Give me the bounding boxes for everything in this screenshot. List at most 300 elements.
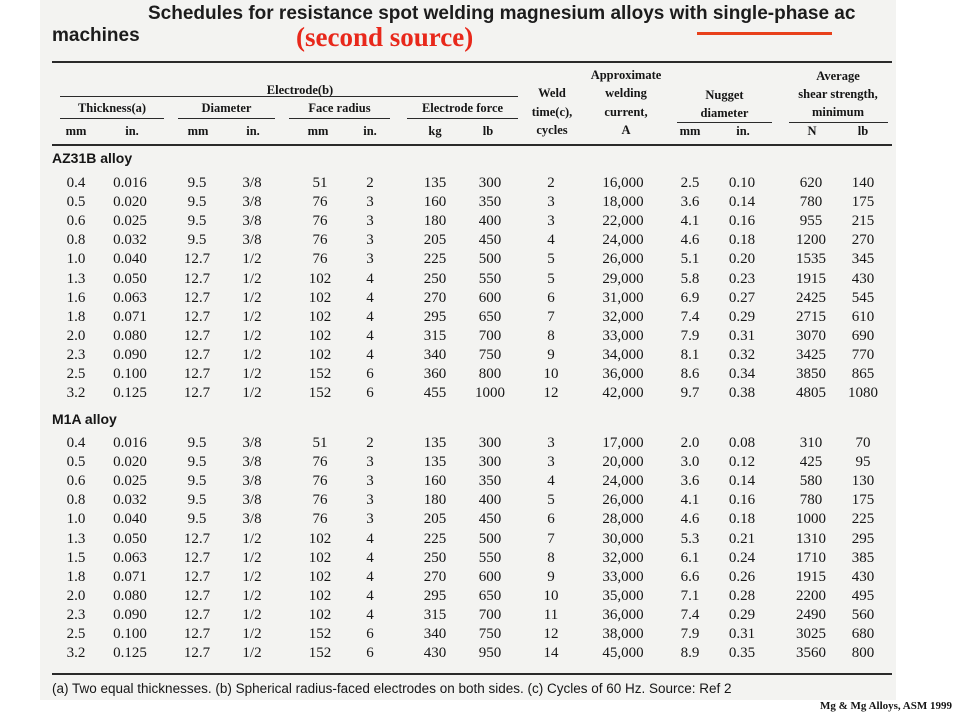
cell-shear-lb: 690 <box>851 327 875 344</box>
cell-diameter-in: 1/2 <box>242 549 262 566</box>
table-row <box>0 212 960 231</box>
unit-face-radius-mm: mm <box>307 124 329 138</box>
cell-diameter-mm: 12.7 <box>183 366 211 382</box>
cell-thickness-in: 0.016 <box>113 435 147 451</box>
cell-face-radius-in: 4 <box>366 327 374 344</box>
footnote: (a) Two equal thicknesses. (b) Spherical radius-faced electrodes on both sides. (c) Cycles of 60 Hz. Source: Ref 2 <box>52 681 732 696</box>
table-row <box>0 346 960 365</box>
cell-face-radius-in: 4 <box>366 270 374 287</box>
header-nugget-2: diameter <box>700 106 749 120</box>
header-shear-2: shear strength, <box>798 87 878 101</box>
cell-diameter-mm: 12.7 <box>183 327 211 344</box>
cell-weld-time: 3 <box>547 213 555 230</box>
cell-diameter-mm: 9.5 <box>187 435 207 451</box>
cell-nugget-in: 0.20 <box>728 251 756 268</box>
cell-face-radius-in: 4 <box>366 606 374 623</box>
cell-nugget-in: 0.29 <box>728 308 756 325</box>
cell-force-lb: 600 <box>478 568 502 585</box>
cell-shear-n: 1915 <box>796 568 826 585</box>
header-thickness: Thickness(a) <box>77 101 147 115</box>
header-weld-time-1: Weld <box>538 86 566 100</box>
cell-weld-time: 12 <box>543 626 559 642</box>
cell-face-radius-mm: 76 <box>312 473 328 490</box>
cell-force-lb: 500 <box>478 530 502 547</box>
cell-current: 42,000 <box>602 385 644 402</box>
cell-diameter-mm: 12.7 <box>183 549 211 566</box>
cell-force-kg: 295 <box>423 308 447 325</box>
cell-diameter-in: 1/2 <box>242 530 262 547</box>
table-row <box>0 250 960 269</box>
cell-force-kg: 205 <box>423 511 447 528</box>
cell-force-lb: 400 <box>478 492 502 509</box>
header-shear-1: Average <box>816 69 860 83</box>
cell-face-radius-mm: 76 <box>312 251 328 268</box>
cell-diameter-mm: 12.7 <box>183 270 211 287</box>
cell-weld-time: 4 <box>547 232 555 249</box>
cell-thickness-mm: 1.6 <box>66 289 86 306</box>
cell-thickness-mm: 1.0 <box>66 511 86 528</box>
cell-diameter-mm: 12.7 <box>183 385 211 402</box>
cell-face-radius-in: 2 <box>366 175 374 191</box>
cell-thickness-mm: 1.8 <box>66 308 86 325</box>
cell-shear-lb: 140 <box>851 175 875 191</box>
cell-nugget-in: 0.28 <box>728 587 756 604</box>
page-title-line1: Schedules for resistance spot welding magnesium alloys with single-phase ac <box>148 3 856 24</box>
cell-nugget-mm: 7.9 <box>680 327 700 344</box>
cell-nugget-in: 0.24 <box>728 549 756 566</box>
cell-face-radius-mm: 102 <box>308 308 332 325</box>
cell-weld-time: 7 <box>547 308 555 325</box>
header-diameter: Diameter <box>201 101 252 115</box>
cell-face-radius-mm: 152 <box>308 366 332 382</box>
cell-nugget-in: 0.14 <box>728 473 756 490</box>
cell-face-radius-in: 4 <box>366 549 374 566</box>
cell-weld-time: 7 <box>547 530 555 547</box>
cell-nugget-mm: 2.0 <box>680 435 700 451</box>
header-current-4: A <box>621 123 631 137</box>
cell-weld-time: 2 <box>547 175 555 191</box>
cell-thickness-in: 0.050 <box>113 530 147 547</box>
unit-force-lb: lb <box>482 124 494 138</box>
cell-force-lb: 550 <box>478 270 502 287</box>
header-electrode-force: Electrode force <box>421 101 504 115</box>
cell-shear-n: 780 <box>799 194 823 211</box>
cell-shear-lb: 495 <box>851 587 875 604</box>
cell-nugget-in: 0.16 <box>728 213 756 230</box>
cell-face-radius-in: 4 <box>366 289 374 306</box>
thickness-rule <box>60 118 164 119</box>
unit-thickness-in: in. <box>125 124 139 138</box>
cell-shear-n: 1000 <box>796 511 826 528</box>
cell-shear-n: 310 <box>799 435 823 451</box>
cell-current: 32,000 <box>602 308 644 325</box>
cell-force-kg: 180 <box>423 492 447 509</box>
cell-current: 26,000 <box>602 492 644 509</box>
cell-force-kg: 250 <box>423 270 447 287</box>
cell-diameter-mm: 12.7 <box>183 289 211 306</box>
cell-shear-n: 780 <box>799 492 823 509</box>
shear-rule <box>789 122 888 123</box>
cell-shear-n: 580 <box>799 473 823 490</box>
cell-diameter-mm: 12.7 <box>183 251 211 268</box>
cell-nugget-mm: 7.1 <box>680 587 700 604</box>
cell-current: 18,000 <box>602 194 644 211</box>
unit-shear-lb: lb <box>857 124 869 138</box>
cell-shear-lb: 560 <box>851 606 875 623</box>
unit-face-radius-in: in. <box>363 124 377 138</box>
section-title-az31b: AZ31B alloy <box>52 150 133 166</box>
cell-thickness-mm: 0.5 <box>66 454 86 471</box>
cell-face-radius-mm: 102 <box>308 530 332 547</box>
cell-thickness-mm: 1.0 <box>66 251 86 268</box>
cell-diameter-in: 3/8 <box>242 454 262 471</box>
cell-force-kg: 340 <box>423 346 447 363</box>
cell-current: 34,000 <box>602 346 644 363</box>
cell-force-lb: 950 <box>478 645 502 662</box>
cell-force-kg: 455 <box>423 385 447 402</box>
cell-nugget-in: 0.12 <box>728 454 756 471</box>
cell-nugget-in: 0.27 <box>728 289 756 306</box>
cell-current: 36,000 <box>602 606 644 623</box>
table-row <box>0 174 960 193</box>
cell-shear-n: 3560 <box>796 645 826 662</box>
header-weld-time-3: cycles <box>536 123 568 137</box>
cell-force-lb: 350 <box>478 194 502 211</box>
cell-shear-lb: 345 <box>851 251 875 268</box>
cell-diameter-mm: 12.7 <box>183 626 211 642</box>
table-row <box>0 510 960 529</box>
cell-thickness-in: 0.020 <box>113 454 147 471</box>
cell-nugget-mm: 8.9 <box>680 645 700 662</box>
cell-current: 17,000 <box>602 435 644 451</box>
cell-weld-time: 9 <box>547 346 555 363</box>
diameter-rule <box>178 118 275 119</box>
cell-diameter-in: 1/2 <box>242 251 262 268</box>
cell-nugget-mm: 3.0 <box>680 454 700 471</box>
cell-face-radius-in: 4 <box>366 587 374 604</box>
cell-face-radius-mm: 76 <box>312 194 328 211</box>
cell-force-kg: 270 <box>423 568 447 585</box>
cell-face-radius-mm: 76 <box>312 492 328 509</box>
cell-weld-time: 11 <box>543 606 559 623</box>
cell-force-lb: 450 <box>478 232 502 249</box>
cell-force-kg: 180 <box>423 213 447 230</box>
cell-thickness-mm: 0.6 <box>66 213 86 230</box>
cell-nugget-in: 0.16 <box>728 492 756 509</box>
table-row <box>0 644 960 663</box>
cell-thickness-in: 0.125 <box>113 645 147 662</box>
cell-thickness-mm: 3.2 <box>66 645 86 662</box>
table-row <box>0 472 960 491</box>
cell-diameter-mm: 9.5 <box>187 454 207 471</box>
cell-thickness-in: 0.071 <box>113 308 147 325</box>
cell-nugget-in: 0.38 <box>728 385 756 402</box>
cell-nugget-mm: 8.6 <box>680 366 700 382</box>
cell-diameter-in: 1/2 <box>242 587 262 604</box>
cell-thickness-in: 0.080 <box>113 327 147 344</box>
top-rule <box>52 61 892 63</box>
cell-current: 35,000 <box>602 587 644 604</box>
cell-diameter-in: 1/2 <box>242 606 262 623</box>
cell-thickness-mm: 2.5 <box>66 366 86 382</box>
cell-thickness-mm: 0.8 <box>66 232 86 249</box>
cell-thickness-mm: 0.6 <box>66 473 86 490</box>
cell-current: 31,000 <box>602 289 644 306</box>
cell-face-radius-mm: 102 <box>308 606 332 623</box>
cell-nugget-in: 0.21 <box>728 530 756 547</box>
table-row <box>0 270 960 289</box>
cell-shear-lb: 430 <box>851 568 875 585</box>
cell-current: 16,000 <box>602 175 644 191</box>
cell-force-kg: 135 <box>423 175 447 191</box>
cell-force-kg: 270 <box>423 289 447 306</box>
cell-face-radius-in: 6 <box>366 626 374 642</box>
cell-face-radius-mm: 102 <box>308 587 332 604</box>
cell-thickness-in: 0.125 <box>113 385 147 402</box>
cell-diameter-mm: 12.7 <box>183 587 211 604</box>
bottom-rule <box>52 673 892 675</box>
cell-current: 38,000 <box>602 626 644 642</box>
cell-force-lb: 600 <box>478 289 502 306</box>
cell-nugget-mm: 7.4 <box>680 308 700 325</box>
cell-nugget-in: 0.26 <box>728 568 756 585</box>
cell-diameter-in: 1/2 <box>242 385 262 402</box>
cell-face-radius-in: 4 <box>366 346 374 363</box>
cell-force-lb: 300 <box>478 454 502 471</box>
cell-diameter-in: 1/2 <box>242 645 262 662</box>
cell-force-kg: 430 <box>423 645 447 662</box>
cell-nugget-in: 0.35 <box>728 645 756 662</box>
cell-diameter-in: 1/2 <box>242 346 262 363</box>
cell-shear-n: 1200 <box>796 232 826 249</box>
cell-thickness-in: 0.025 <box>113 213 147 230</box>
cell-thickness-in: 0.063 <box>113 549 147 566</box>
cell-thickness-mm: 0.4 <box>66 175 86 191</box>
accent-underline <box>697 32 832 35</box>
cell-nugget-in: 0.10 <box>728 175 756 191</box>
cell-weld-time: 10 <box>543 366 559 382</box>
unit-diameter-mm: mm <box>187 124 209 138</box>
cell-thickness-in: 0.025 <box>113 473 147 490</box>
force-rule <box>407 118 518 119</box>
cell-face-radius-mm: 102 <box>308 568 332 585</box>
cell-shear-lb: 865 <box>851 366 875 382</box>
cell-diameter-mm: 9.5 <box>187 194 207 211</box>
table-row <box>0 491 960 510</box>
cell-face-radius-in: 6 <box>366 645 374 662</box>
cell-current: 32,000 <box>602 549 644 566</box>
cell-force-kg: 205 <box>423 232 447 249</box>
cell-current: 26,000 <box>602 251 644 268</box>
cell-shear-lb: 70 <box>855 435 871 451</box>
table-row <box>0 530 960 549</box>
cell-force-lb: 300 <box>478 175 502 191</box>
cell-nugget-mm: 8.1 <box>680 346 700 363</box>
table-row <box>0 606 960 625</box>
cell-diameter-mm: 12.7 <box>183 530 211 547</box>
cell-diameter-in: 1/2 <box>242 568 262 585</box>
cell-shear-lb: 175 <box>851 492 875 509</box>
cell-thickness-mm: 2.3 <box>66 606 86 623</box>
cell-nugget-in: 0.34 <box>728 366 756 382</box>
cell-weld-time: 14 <box>543 645 559 662</box>
cell-face-radius-mm: 102 <box>308 346 332 363</box>
cell-thickness-in: 0.090 <box>113 606 147 623</box>
table-row <box>0 384 960 403</box>
cell-face-radius-in: 4 <box>366 308 374 325</box>
cell-nugget-mm: 4.6 <box>680 232 700 249</box>
cell-thickness-in: 0.100 <box>113 366 147 382</box>
cell-face-radius-mm: 152 <box>308 626 332 642</box>
cell-face-radius-mm: 51 <box>312 175 328 191</box>
cell-force-kg: 315 <box>423 606 447 623</box>
cell-current: 30,000 <box>602 530 644 547</box>
cell-diameter-mm: 12.7 <box>183 606 211 623</box>
cell-force-kg: 315 <box>423 327 447 344</box>
cell-shear-lb: 800 <box>851 645 875 662</box>
cell-thickness-mm: 1.3 <box>66 270 86 287</box>
unit-nugget-mm: mm <box>679 124 701 138</box>
cell-thickness-in: 0.032 <box>113 492 147 509</box>
cell-current: 36,000 <box>602 366 644 382</box>
cell-force-kg: 225 <box>423 251 447 268</box>
cell-thickness-mm: 3.2 <box>66 385 86 402</box>
cell-thickness-in: 0.071 <box>113 568 147 585</box>
header-current-1: Approximate <box>590 68 662 82</box>
cell-face-radius-mm: 102 <box>308 327 332 344</box>
source-credit: Mg & Mg Alloys, ASM 1999 <box>820 700 952 712</box>
cell-weld-time: 6 <box>547 511 555 528</box>
table-row <box>0 453 960 472</box>
table-row <box>0 231 960 250</box>
cell-thickness-in: 0.020 <box>113 194 147 211</box>
unit-diameter-in: in. <box>246 124 260 138</box>
table-row <box>0 549 960 568</box>
cell-nugget-mm: 4.6 <box>680 511 700 528</box>
cell-shear-lb: 295 <box>851 530 875 547</box>
cell-current: 20,000 <box>602 454 644 471</box>
table-row <box>0 625 960 644</box>
cell-face-radius-mm: 76 <box>312 511 328 528</box>
cell-thickness-mm: 0.5 <box>66 194 86 211</box>
cell-shear-n: 1535 <box>796 251 826 268</box>
cell-diameter-in: 3/8 <box>242 511 262 528</box>
section-title-m1a: M1A alloy <box>52 411 117 427</box>
cell-thickness-mm: 2.5 <box>66 626 86 642</box>
table-row <box>0 587 960 606</box>
cell-thickness-in: 0.050 <box>113 270 147 287</box>
cell-face-radius-in: 3 <box>366 492 374 509</box>
table-row <box>0 289 960 308</box>
cell-thickness-in: 0.040 <box>113 511 147 528</box>
cell-shear-lb: 1080 <box>848 385 878 402</box>
cell-force-kg: 295 <box>423 587 447 604</box>
cell-diameter-mm: 9.5 <box>187 232 207 249</box>
cell-force-kg: 340 <box>423 626 447 642</box>
cell-nugget-in: 0.23 <box>728 270 756 287</box>
cell-shear-n: 3850 <box>796 366 826 382</box>
cell-diameter-mm: 9.5 <box>187 473 207 490</box>
table-row <box>0 568 960 587</box>
table-row <box>0 434 960 453</box>
cell-shear-n: 2490 <box>796 606 826 623</box>
cell-shear-lb: 95 <box>855 454 871 471</box>
cell-thickness-in: 0.040 <box>113 251 147 268</box>
unit-force-kg: kg <box>428 124 442 138</box>
cell-current: 24,000 <box>602 473 644 490</box>
cell-nugget-in: 0.32 <box>728 346 756 363</box>
cell-face-radius-in: 4 <box>366 568 374 585</box>
cell-thickness-mm: 2.3 <box>66 346 86 363</box>
cell-face-radius-mm: 102 <box>308 270 332 287</box>
cell-face-radius-in: 6 <box>366 366 374 382</box>
cell-shear-lb: 385 <box>851 549 875 566</box>
cell-face-radius-in: 3 <box>366 473 374 490</box>
cell-diameter-mm: 12.7 <box>183 645 211 662</box>
cell-nugget-mm: 6.9 <box>680 289 700 306</box>
cell-shear-lb: 545 <box>851 289 875 306</box>
cell-shear-lb: 770 <box>851 346 875 363</box>
cell-thickness-mm: 0.4 <box>66 435 86 451</box>
cell-nugget-mm: 9.7 <box>680 385 700 402</box>
cell-weld-time: 6 <box>547 289 555 306</box>
table-row <box>0 327 960 346</box>
cell-face-radius-in: 4 <box>366 530 374 547</box>
cell-thickness-mm: 2.0 <box>66 327 86 344</box>
header-shear-3: minimum <box>811 105 865 119</box>
cell-thickness-mm: 1.3 <box>66 530 86 547</box>
cell-face-radius-mm: 152 <box>308 645 332 662</box>
cell-force-lb: 350 <box>478 473 502 490</box>
cell-face-radius-mm: 76 <box>312 213 328 230</box>
cell-nugget-in: 0.14 <box>728 194 756 211</box>
cell-nugget-mm: 3.6 <box>680 194 700 211</box>
cell-face-radius-in: 3 <box>366 511 374 528</box>
cell-force-lb: 400 <box>478 213 502 230</box>
cell-force-lb: 700 <box>478 327 502 344</box>
cell-diameter-mm: 9.5 <box>187 492 207 509</box>
cell-diameter-mm: 12.7 <box>183 308 211 325</box>
cell-shear-n: 2425 <box>796 289 826 306</box>
cell-weld-time: 8 <box>547 549 555 566</box>
cell-weld-time: 4 <box>547 473 555 490</box>
cell-diameter-mm: 9.5 <box>187 213 207 230</box>
cell-thickness-in: 0.080 <box>113 587 147 604</box>
unit-thickness-mm: mm <box>65 124 87 138</box>
cell-diameter-in: 1/2 <box>242 308 262 325</box>
cell-shear-n: 2715 <box>796 308 826 325</box>
cell-shear-lb: 215 <box>851 213 875 230</box>
cell-nugget-mm: 3.6 <box>680 473 700 490</box>
cell-nugget-mm: 5.3 <box>680 530 700 547</box>
cell-force-kg: 160 <box>423 473 447 490</box>
cell-shear-n: 620 <box>799 175 823 191</box>
cell-current: 33,000 <box>602 568 644 585</box>
cell-shear-n: 2200 <box>796 587 826 604</box>
cell-weld-time: 9 <box>547 568 555 585</box>
cell-diameter-in: 1/2 <box>242 366 262 382</box>
cell-thickness-in: 0.090 <box>113 346 147 363</box>
cell-nugget-mm: 4.1 <box>680 492 700 509</box>
cell-current: 24,000 <box>602 232 644 249</box>
cell-diameter-in: 3/8 <box>242 213 262 230</box>
cell-weld-time: 3 <box>547 435 555 451</box>
cell-shear-n: 425 <box>799 454 823 471</box>
cell-nugget-mm: 7.4 <box>680 606 700 623</box>
header-electrode: Electrode(b) <box>266 83 334 97</box>
cell-thickness-mm: 1.8 <box>66 568 86 585</box>
cell-shear-lb: 430 <box>851 270 875 287</box>
